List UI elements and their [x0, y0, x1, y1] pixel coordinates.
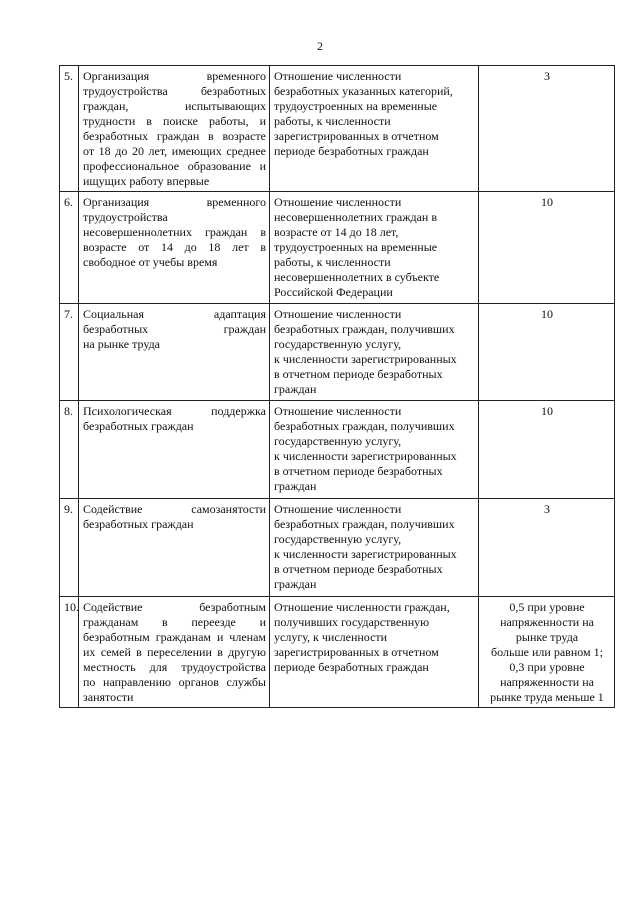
calculation-method: [270, 192, 479, 304]
name-line: несовершеннолетних граждан в: [83, 225, 266, 239]
name-line: Психологическая поддержка: [83, 404, 266, 418]
name-line: Социальная адаптация: [83, 307, 266, 321]
method-line: граждан: [274, 577, 317, 591]
name-line: гражданам в переезде и: [83, 615, 266, 629]
method-line: периоде безработных граждан: [274, 660, 429, 674]
method-line: в отчетном периоде безработных: [274, 562, 443, 576]
indicators-table: [59, 65, 615, 708]
measure-name: [79, 401, 270, 499]
method-line: безработных граждан, получивших: [274, 517, 455, 531]
table-row: [60, 499, 615, 597]
value-line: 10: [541, 404, 553, 418]
row-number: 9.: [60, 499, 79, 597]
method-line: получивших государственную: [274, 615, 430, 629]
table-row: [60, 401, 615, 499]
method-line: к численности зарегистрированных: [274, 352, 457, 366]
method-line: в отчетном периоде безработных: [274, 464, 443, 478]
name-line: трудоустройства: [83, 210, 168, 224]
name-line: Содействие самозанятости: [83, 502, 266, 516]
row-number: 8.: [60, 401, 79, 499]
name-line: трудности в поиске работы, и: [83, 114, 266, 128]
row-number: 10.: [60, 597, 79, 708]
name-line: по направлению органов службы: [83, 675, 266, 689]
page-number: 2: [317, 39, 323, 53]
calculation-method: [270, 597, 479, 708]
measure-name: [79, 499, 270, 597]
value-line: 0,5 при уровне: [509, 600, 585, 614]
table-row: [60, 66, 615, 192]
table-row: [60, 597, 615, 708]
method-line: Отношение численности: [274, 307, 402, 321]
method-line: граждан: [274, 479, 317, 493]
value-line: больше или равном 1;: [491, 645, 603, 659]
value-line: рынке труда меньше 1: [490, 690, 604, 704]
calculation-method: [270, 304, 479, 401]
name-line: Организация временного: [83, 195, 266, 209]
method-line: государственную услугу,: [274, 532, 402, 546]
row-number: 5.: [60, 66, 79, 192]
target-value: [479, 304, 615, 401]
calculation-method: [270, 66, 479, 192]
target-value: [479, 401, 615, 499]
row-number: 7.: [60, 304, 79, 401]
method-line: Отношение численности граждан,: [274, 600, 450, 614]
name-line: трудоустройства безработных: [83, 84, 266, 98]
method-line: безработных граждан, получивших: [274, 419, 455, 433]
calculation-method: [270, 401, 479, 499]
name-line: их семей в переселении в другую: [83, 645, 266, 659]
method-line: Отношение численности: [274, 69, 402, 83]
method-line: несовершеннолетних в субъекте: [274, 270, 440, 284]
name-line: возрасте от 14 до 18 лет в: [83, 240, 266, 254]
name-line: безработных граждан: [83, 322, 266, 336]
method-line: зарегистрированных в отчетном: [274, 129, 439, 143]
value-line: 0,3 при уровне: [509, 660, 585, 674]
value-line: рынке труда: [515, 630, 579, 644]
method-line: работы, к численности: [274, 255, 391, 269]
name-line: безработным гражданам и членам: [83, 630, 266, 644]
target-value: [479, 499, 615, 597]
measure-name: [79, 66, 270, 192]
name-line: ищущих работу впервые: [83, 174, 210, 188]
method-line: несовершеннолетних граждан в: [274, 210, 438, 224]
name-line: безработных граждан: [83, 517, 194, 531]
target-value: [479, 66, 615, 192]
method-line: Отношение численности: [274, 502, 402, 516]
method-line: государственную услугу,: [274, 434, 402, 448]
name-line: Содействие безработным: [83, 600, 266, 614]
name-line: от 18 до 20 лет, имеющих среднее: [83, 144, 266, 158]
value-line: напряженности на: [500, 615, 594, 629]
method-line: периоде безработных граждан: [274, 144, 429, 158]
method-line: трудоустроенных на временные: [274, 240, 438, 254]
measure-name: [79, 192, 270, 304]
method-line: к численности зарегистрированных: [274, 547, 457, 561]
value-line: 10: [541, 307, 553, 321]
measure-name: [79, 304, 270, 401]
target-value: [479, 192, 615, 304]
name-line: профессиональное образование и: [83, 159, 266, 173]
value-line: 3: [544, 69, 550, 83]
name-line: занятости: [83, 690, 134, 704]
method-line: Отношение численности: [274, 404, 402, 418]
method-line: граждан: [274, 382, 317, 396]
method-line: безработных граждан, получивших: [274, 322, 455, 336]
target-value: [479, 597, 615, 708]
value-line: напряженности на: [500, 675, 594, 689]
name-line: безработных граждан в возрасте: [83, 129, 266, 143]
measure-name: [79, 597, 270, 708]
method-line: трудоустроенных на временные: [274, 99, 438, 113]
name-line: на рынке труда: [83, 337, 160, 351]
name-line: граждан, испытывающих: [83, 99, 266, 113]
table-row: [60, 304, 615, 401]
value-line: 10: [541, 195, 553, 209]
method-line: услугу, к численности: [274, 630, 388, 644]
method-line: зарегистрированных в отчетном: [274, 645, 439, 659]
method-line: в отчетном периоде безработных: [274, 367, 443, 381]
method-line: возрасте от 14 до 18 лет,: [274, 225, 399, 239]
table-row: [60, 192, 615, 304]
method-line: Отношение численности: [274, 195, 402, 209]
name-line: свободное от учебы время: [83, 255, 218, 269]
calculation-method: [270, 499, 479, 597]
table-body: [60, 66, 615, 708]
method-line: к численности зарегистрированных: [274, 449, 457, 463]
method-line: работы, к численности: [274, 114, 391, 128]
value-line: 3: [544, 502, 550, 516]
name-line: местность для трудоустройства: [83, 660, 266, 674]
row-number: 6.: [60, 192, 79, 304]
method-line: Российской Федерации: [274, 285, 393, 299]
name-line: Организация временного: [83, 69, 266, 83]
method-line: государственную услугу,: [274, 337, 402, 351]
name-line: безработных граждан: [83, 419, 194, 433]
method-line: безработных указанных категорий,: [274, 84, 453, 98]
